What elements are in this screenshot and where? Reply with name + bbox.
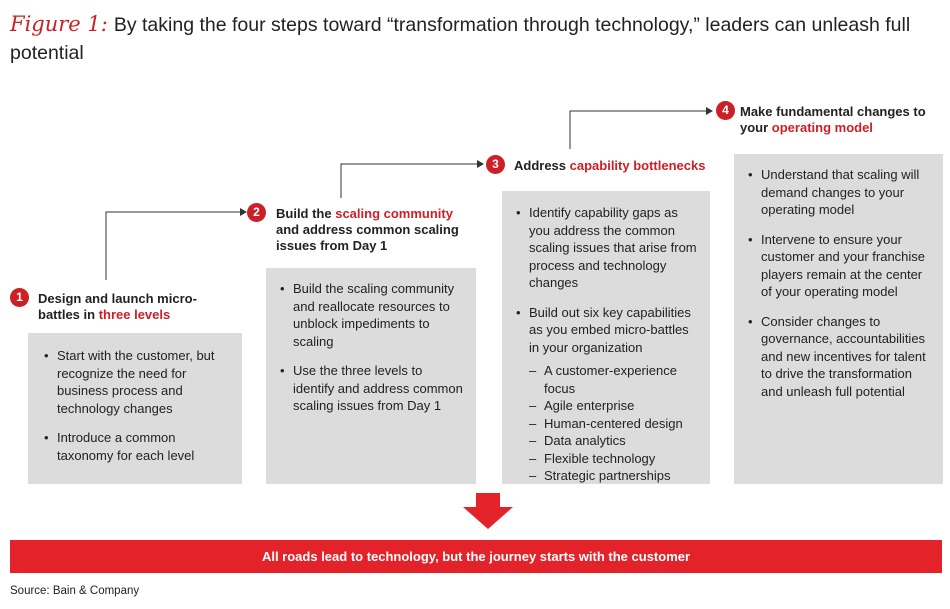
capability-item: – A customer-experience focus [529,362,700,397]
step-2-title [276,206,466,254]
step-2-bullet: • Use the three levels to identify and address common scaling issues from Day 1 [280,362,464,415]
step-1-bullet: • Introduce a common taxonomy for each level [44,429,228,464]
capability-item: – Data analytics [529,432,700,450]
connector-2-3 [335,158,485,203]
step-4-box [734,154,943,484]
connector-1-2 [100,205,250,285]
down-arrow-icon [463,493,513,533]
conclusion-banner: All roads lead to technology, but the journey starts with the customer [10,540,942,573]
step-4-bullet: • Consider changes to governance, accountabilities and new incentives for talent to drive the transformation and unleash full potential [748,313,933,401]
step-1-badge: 1 [10,288,29,307]
capability-item: – Strategic partnerships [529,467,700,485]
figure-label: Figure 1: [10,12,108,36]
step-3-capability-list [529,362,700,485]
step-3-box [502,191,710,484]
step-3-bullet [516,304,700,485]
step-1-bullet: • Start with the customer, but recognize the need for business process and technology changes [44,347,228,417]
step-4-bullet: • Understand that scaling will demand changes to your operating model [748,166,933,219]
step-2-badge: 2 [247,203,266,222]
source-note: Source: Bain & Company [10,585,140,597]
step-4-bullets [748,166,933,400]
step-3-bullet: • Identify capability gaps as you address the common scaling issues that arise from process and technology changes [516,204,700,292]
step-1-bullets [44,347,228,464]
step-3-badge: 3 [486,155,505,174]
step-2-bullets [280,280,464,415]
step-1-box [28,333,242,484]
step-4-title-highlight: operating model [771,120,873,135]
step-2-title-text: Build the [276,206,336,221]
step-4-title [740,104,945,136]
step-4-bullet: • Intervene to ensure your customer and your franchise players remain at the center of your operating model [748,231,933,301]
capability-item: – Flexible technology [529,450,700,468]
figure-title [10,10,945,67]
step-3-bullet-text: Build out six key capabilities as you embed micro-battles in your organization [529,304,691,355]
step-4-title-text: Make fundamental changes to your [740,104,926,135]
step-1-title-highlight: three levels [98,307,171,322]
step-2-box [266,268,476,484]
step-4-badge: 4 [716,101,735,120]
step-2-bullet: • Build the scaling community and reallocate resources to unblock impediments to scaling [280,280,464,350]
connector-3-4 [565,104,715,154]
step-3-title [514,158,734,174]
figure-title-text: By taking the four steps toward “transformation through technology,” leaders can unleash full potential [10,14,911,64]
step-3-title-text: Address [514,158,570,173]
step-1-title-text: Design and launch micro-battles in [38,291,197,322]
step-3-title-highlight: capability bottlenecks [569,158,706,173]
step-1-title [38,291,238,323]
step-3-bullets [516,204,700,485]
capability-item: – Human-centered design [529,415,700,433]
step-2-title-highlight: scaling community [335,206,453,221]
step-2-title-rest: and address common scaling issues from Day 1 [276,222,459,253]
capability-item: – Agile enterprise [529,397,700,415]
